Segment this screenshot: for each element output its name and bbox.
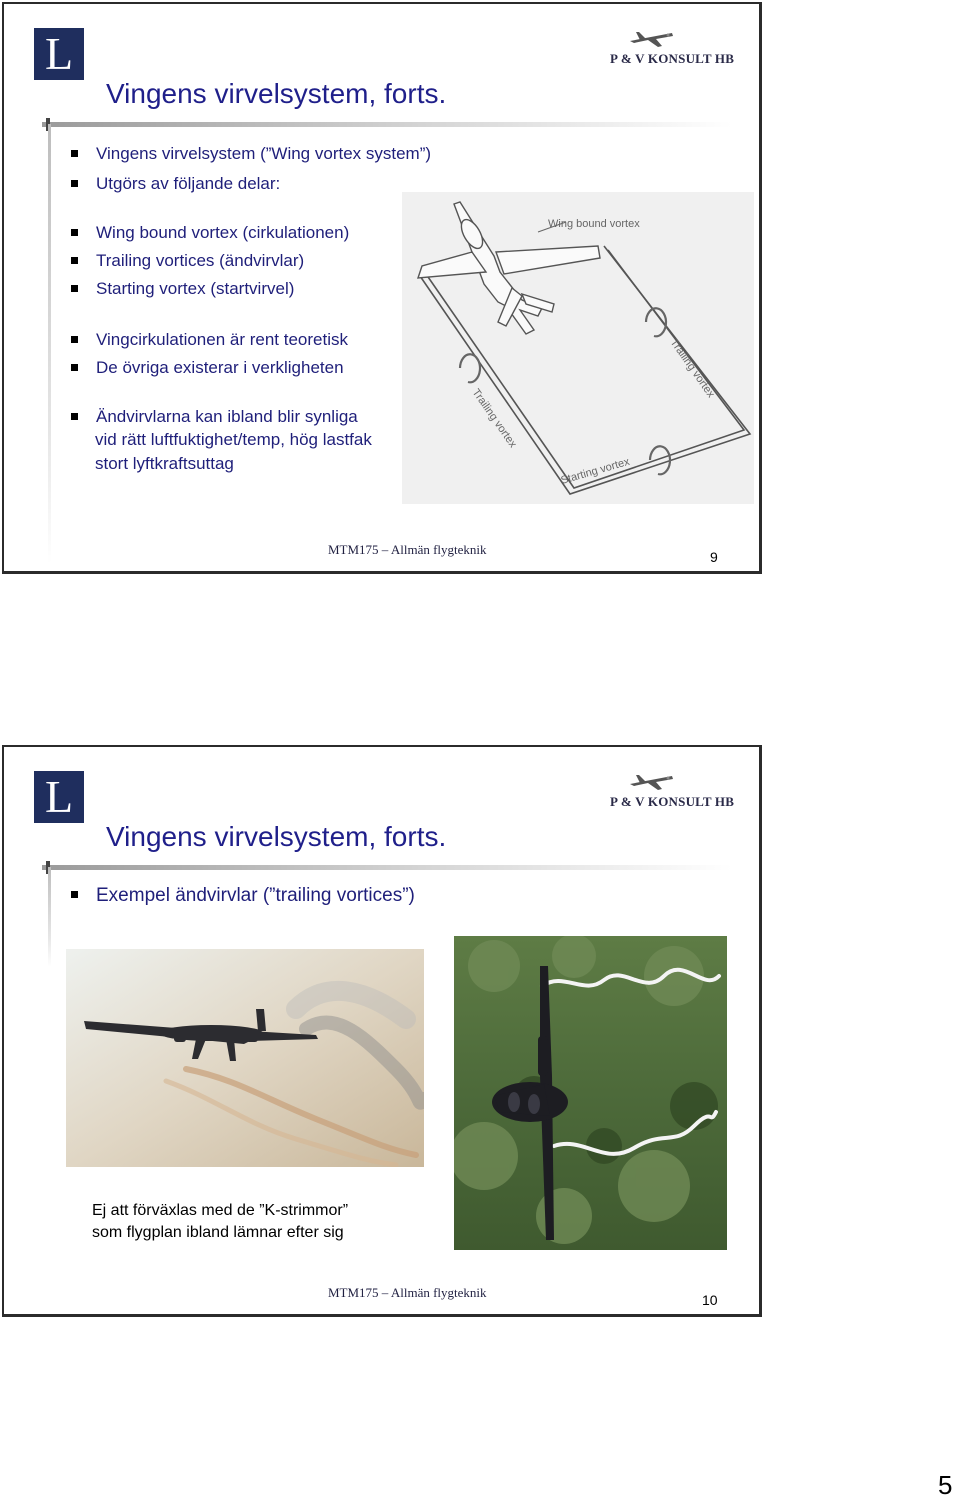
- bullet-item: De övriga existerar i verkligheten: [96, 358, 344, 377]
- slide-9: [2, 2, 762, 574]
- bullet-item: Ändvirvlarna kan ibland blir synliga: [96, 407, 358, 426]
- company-logo-text: P & V KONSULT HB: [610, 794, 735, 809]
- document-page-number: 5: [938, 1470, 953, 1500]
- label-wing-bound-vortex: Wing bound vortex: [548, 218, 640, 230]
- bullet-item: Trailing vortices (ändvirvlar): [96, 251, 305, 270]
- fighter-jet-vortex-image: [454, 936, 727, 1250]
- continuation-line: stort lyftkraftsuttag: [95, 454, 234, 473]
- slide-footer: MTM175 – Allmän flygteknik: [328, 542, 487, 557]
- fighter-jet-vortex-photo: [454, 936, 727, 1250]
- bullet-item: Wing bound vortex (cirkulationen): [96, 223, 350, 242]
- label-trailing-vortex-right: Trailing vortex: [667, 336, 717, 400]
- airplane-logo-icon: [626, 26, 676, 50]
- label-trailing-vortex-left: Trailing vortex: [469, 386, 519, 450]
- airliner-vortex-photo: [66, 949, 424, 1167]
- photo-caption-line: Ej att förväxlas med de ”K-strimmor”: [92, 1202, 349, 1219]
- company-logo: [610, 26, 738, 70]
- airplane-logo-icon: [626, 769, 676, 793]
- company-logo-text: P & V KONSULT HB: [610, 51, 735, 66]
- slide-number: 9: [710, 549, 718, 565]
- bullet-item: Exempel ändvirvlar (”trailing vortices”): [96, 885, 415, 906]
- slide-title: Vingens virvelsystem, forts.: [106, 78, 447, 109]
- title-divider: [42, 865, 732, 870]
- slide-10: [2, 745, 762, 1317]
- airliner-vortex-image: [66, 949, 424, 1167]
- continuation-line: vid rätt luftfuktighet/temp, hög lastfak: [95, 430, 372, 449]
- bullet-item: Utgörs av följande delar:: [96, 174, 281, 193]
- bullet-item: Starting vortex (startvirvel): [96, 279, 295, 298]
- bullet-item: Vingcirkulationen är rent teoretisk: [96, 330, 348, 349]
- bullet-item: Vingens virvelsystem (”Wing vortex system”): [96, 144, 432, 163]
- label-starting-vortex: Starting vortex: [559, 455, 632, 487]
- slide-title: Vingens virvelsystem, forts.: [106, 821, 447, 852]
- title-divider: [42, 122, 732, 127]
- photo-caption-line: som flygplan ibland lämnar efter sig: [92, 1224, 344, 1241]
- slide-footer: MTM175 – Allmän flygteknik: [328, 1285, 487, 1300]
- vortex-system-diagram: [402, 192, 754, 504]
- left-rule: [48, 867, 51, 967]
- slide-number: 10: [702, 1292, 718, 1308]
- company-logo: [610, 769, 738, 813]
- university-logo: L: [34, 28, 84, 80]
- vortex-diagram-figure: [402, 192, 754, 504]
- university-logo: L: [34, 771, 84, 823]
- left-rule: [48, 124, 51, 564]
